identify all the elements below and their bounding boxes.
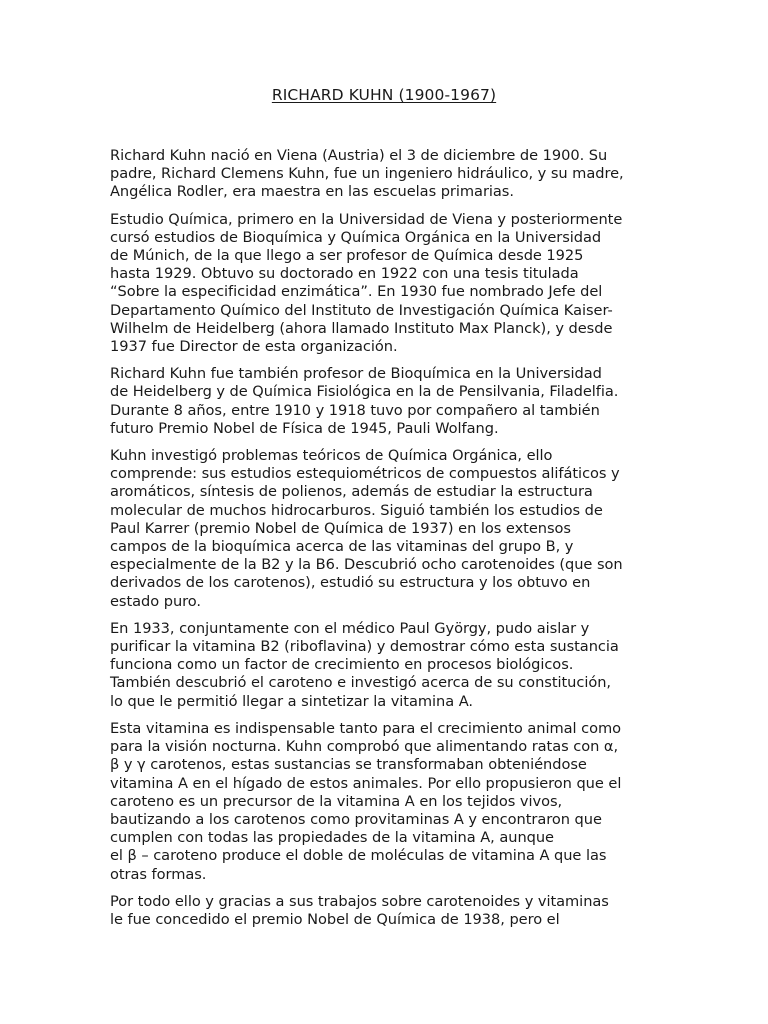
text-line: Kuhn investigó problemas teóricos de Química Orgánica, ello xyxy=(110,447,553,465)
text-line: Richard Kuhn nació en Viena (Austria) el 3 de diciembre de 1900. Su xyxy=(110,147,608,164)
text-line: Richard Kuhn fue también profesor de Bioquímica en la Universidad xyxy=(110,365,602,383)
text-line: de Múnich, de la que llego a ser profesor de Química desde 1925 xyxy=(110,247,584,265)
text-line: funciona como un factor de crecimiento en procesos biológicos. xyxy=(110,656,574,674)
text-line: le fue concedido el premio Nobel de Química de 1938, pero el xyxy=(110,910,560,928)
text-line: cumplen con todas las propiedades de la vitamina A, aunque xyxy=(110,829,554,847)
text-line: hasta 1929. Obtuvo su doctorado en 1922 con una tesis titulada xyxy=(110,265,579,283)
text-line: También descubrió el caroteno e investigó acerca de su constitución, xyxy=(110,674,612,692)
paragraph xyxy=(110,720,670,884)
text-line: estado puro. xyxy=(110,592,201,610)
paragraph xyxy=(110,447,670,611)
text-line: derivados de los carotenos), estudió su estructura y los obtuvo en xyxy=(110,574,591,592)
text-line: lo que le permitió llegar a sintetizar la vitamina A. xyxy=(110,692,473,710)
text-line: comprende: sus estudios estequiométricos de compuestos alifáticos y xyxy=(110,465,620,483)
paragraph xyxy=(110,365,670,438)
text-line: En 1933, conjuntamente con el médico Paul György, pudo aislar y xyxy=(110,619,590,637)
text-line: Wilhelm de Heidelberg (ahora llamado Instituto Max Planck), y desde xyxy=(110,319,613,337)
paragraph xyxy=(110,620,670,711)
text-line: aromáticos, síntesis de polienos, además de estudiar la estructura xyxy=(110,483,593,501)
text-line: otras formas. xyxy=(110,865,207,883)
text-line: Esta vitamina es indispensable tanto para el crecimiento animal como xyxy=(110,719,622,737)
text-line: de Heidelberg y de Química Fisiológica en la de Pensilvania, Filadelfia. xyxy=(110,383,619,401)
text-line: molecular de muchos hidrocarburos. Siguió también los estudios de xyxy=(110,501,603,519)
text-line: el β – caroteno produce el doble de moléculas de vitamina A que las xyxy=(110,847,607,865)
text-line: Angélica Rodler, era maestra en las escuelas primarias. xyxy=(110,183,514,201)
document-title: RICHARD KUHN (1900-1967) xyxy=(271,86,497,104)
text-line: especialmente de la B2 y la B6. Descubrió ocho carotenoides (que son xyxy=(110,556,623,574)
text-line: padre, Richard Clemens Kuhn, fue un ingeniero hidráulico, y su madre, xyxy=(110,165,624,183)
document-body xyxy=(110,147,670,938)
text-line: bautizando a los carotenos como provitaminas A y encontraron que xyxy=(110,810,602,828)
text-line: cursó estudios de Bioquímica y Química Orgánica en la Universidad xyxy=(110,228,602,246)
text-line: vitamina A en el hígado de estos animales. Por ello propusieron que el xyxy=(110,774,622,792)
text-line: β y γ carotenos, estas sustancias se transformaban obteniéndose xyxy=(110,756,587,774)
text-line: caroteno es un precursor de la vitamina A en los tejidos vivos, xyxy=(110,792,563,810)
text-line: Durante 8 años, entre 1910 y 1918 tuvo por compañero al también xyxy=(110,401,600,419)
text-line: campos de la bioquímica acerca de las vitaminas del grupo B, y xyxy=(110,538,574,556)
paragraph xyxy=(110,147,670,202)
paragraph xyxy=(110,893,670,929)
text-line: “Sobre la especificidad enzimática”. En 1930 fue nombrado Jefe del xyxy=(110,283,603,301)
text-line: futuro Premio Nobel de Física de 1945, Pauli Wolfang. xyxy=(110,419,499,437)
text-line: purificar la vitamina B2 (riboflavina) y demostrar cómo esta sustancia xyxy=(110,638,619,656)
text-line: para la visión nocturna. Kuhn comprobó que alimentando ratas con α, xyxy=(110,738,619,756)
text-line: Por todo ello y gracias a sus trabajos sobre carotenoides y vitaminas xyxy=(110,892,609,910)
paragraph xyxy=(110,211,670,357)
text-line: Departamento Químico del Instituto de Investigación Química Kaiser- xyxy=(110,301,613,319)
text-line: 1937 fue Director de esta organización. xyxy=(110,338,398,356)
text-line: Estudio Química, primero en la Universidad de Viena y posteriormente xyxy=(110,210,623,228)
text-line: Paul Karrer (premio Nobel de Química de 1937) en los extensos xyxy=(110,519,571,537)
